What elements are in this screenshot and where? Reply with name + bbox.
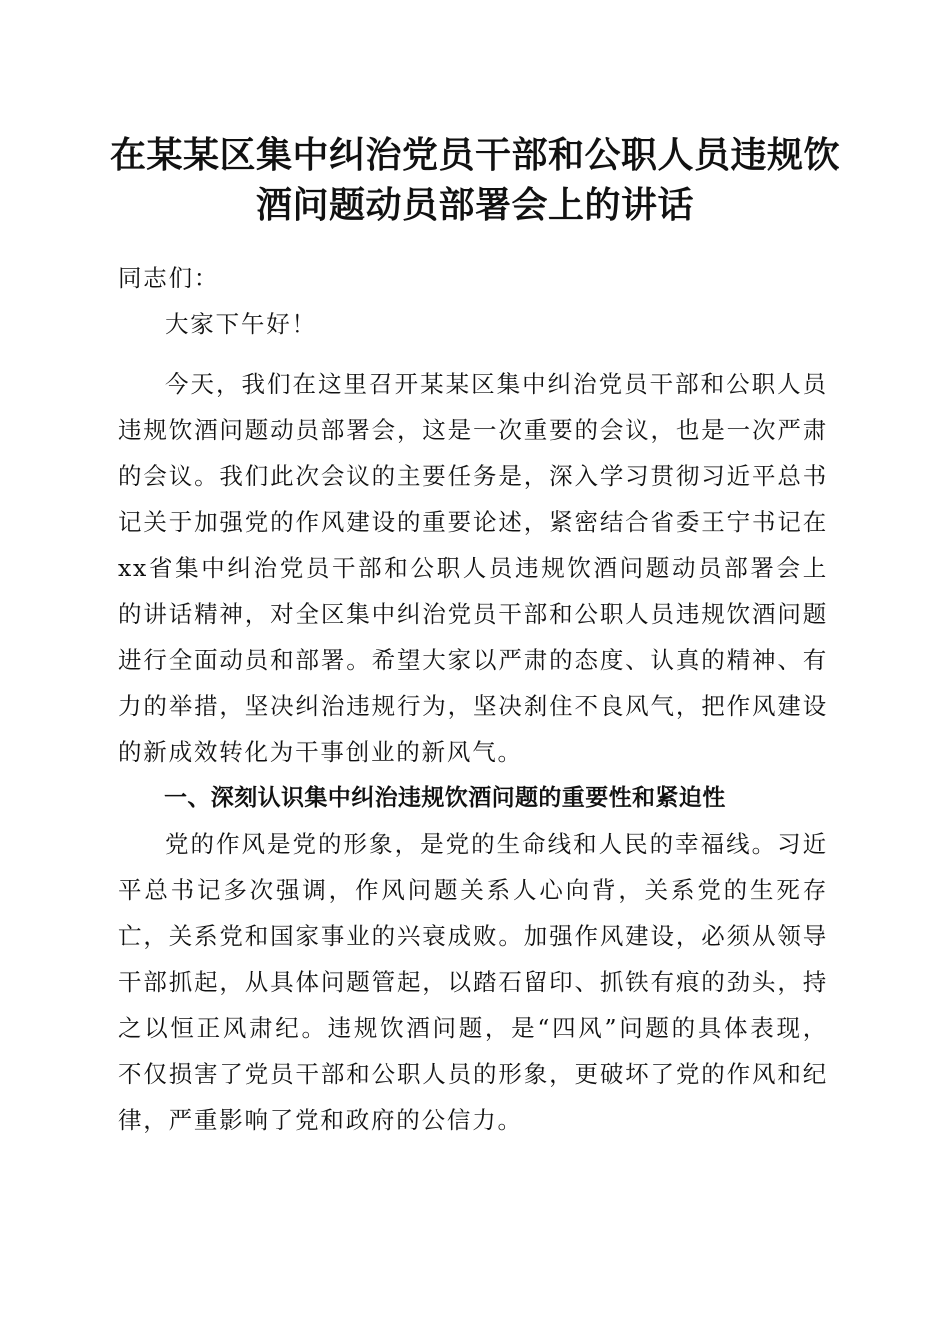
salutation: 同志们： bbox=[118, 264, 220, 292]
paragraph-1: 今天，我们在这里召开某某区集中纠治党员干部和公职人员违规饮酒问题动员部署会，这是一次重要的会议，也是一次严肃的会议。我们此次会议的主要任务是，深入学习贯彻习近平总书记关于加强党的作风建设的重要论述，紧密结合省委王宁书记在xx省集中纠治党员干部和公职人员违规饮酒问题动员部署会上的讲话精神，对全区集中纠治党员干部和公职人员违规饮酒问题进行全面动员和部署。希望大家以严肃的态度、认真的精神、有力的举措，坚决纠治违规行为，坚决刹住不良风气，把作风建设的新成效转化为干事创业的新风气。 bbox=[118, 370, 828, 766]
section-heading-1: 一、深刻认识集中纠治违规饮酒问题的重要性和紧迫性 bbox=[164, 785, 726, 811]
greeting: 大家下午好！ bbox=[165, 310, 317, 338]
paragraph-2: 党的作风是党的形象，是党的生命线和人民的幸福线。习近平总书记多次强调，作风问题关系人心向背，关系党的生死存亡，关系党和国家事业的兴衰成败。加强作风建设，必须从领导干部抓起，从具体问题管起，以踏石留印、抓铁有痕的劲头，持之以恒正风肃纪。违规饮酒问题，是“四风”问题的具体表现，不仅损害了党员干部和公职人员的形象，更破坏了党的作风和纪律，严重影响了党和政府的公信力。 bbox=[118, 830, 828, 1134]
title-line-1: 在某某区集中纠治党员干部和公职人员违规饮 bbox=[109, 134, 840, 176]
document-body bbox=[118, 255, 828, 1143]
title-line-2: 酒问题动员部署会上的讲话 bbox=[255, 184, 694, 226]
document-title bbox=[100, 130, 850, 230]
